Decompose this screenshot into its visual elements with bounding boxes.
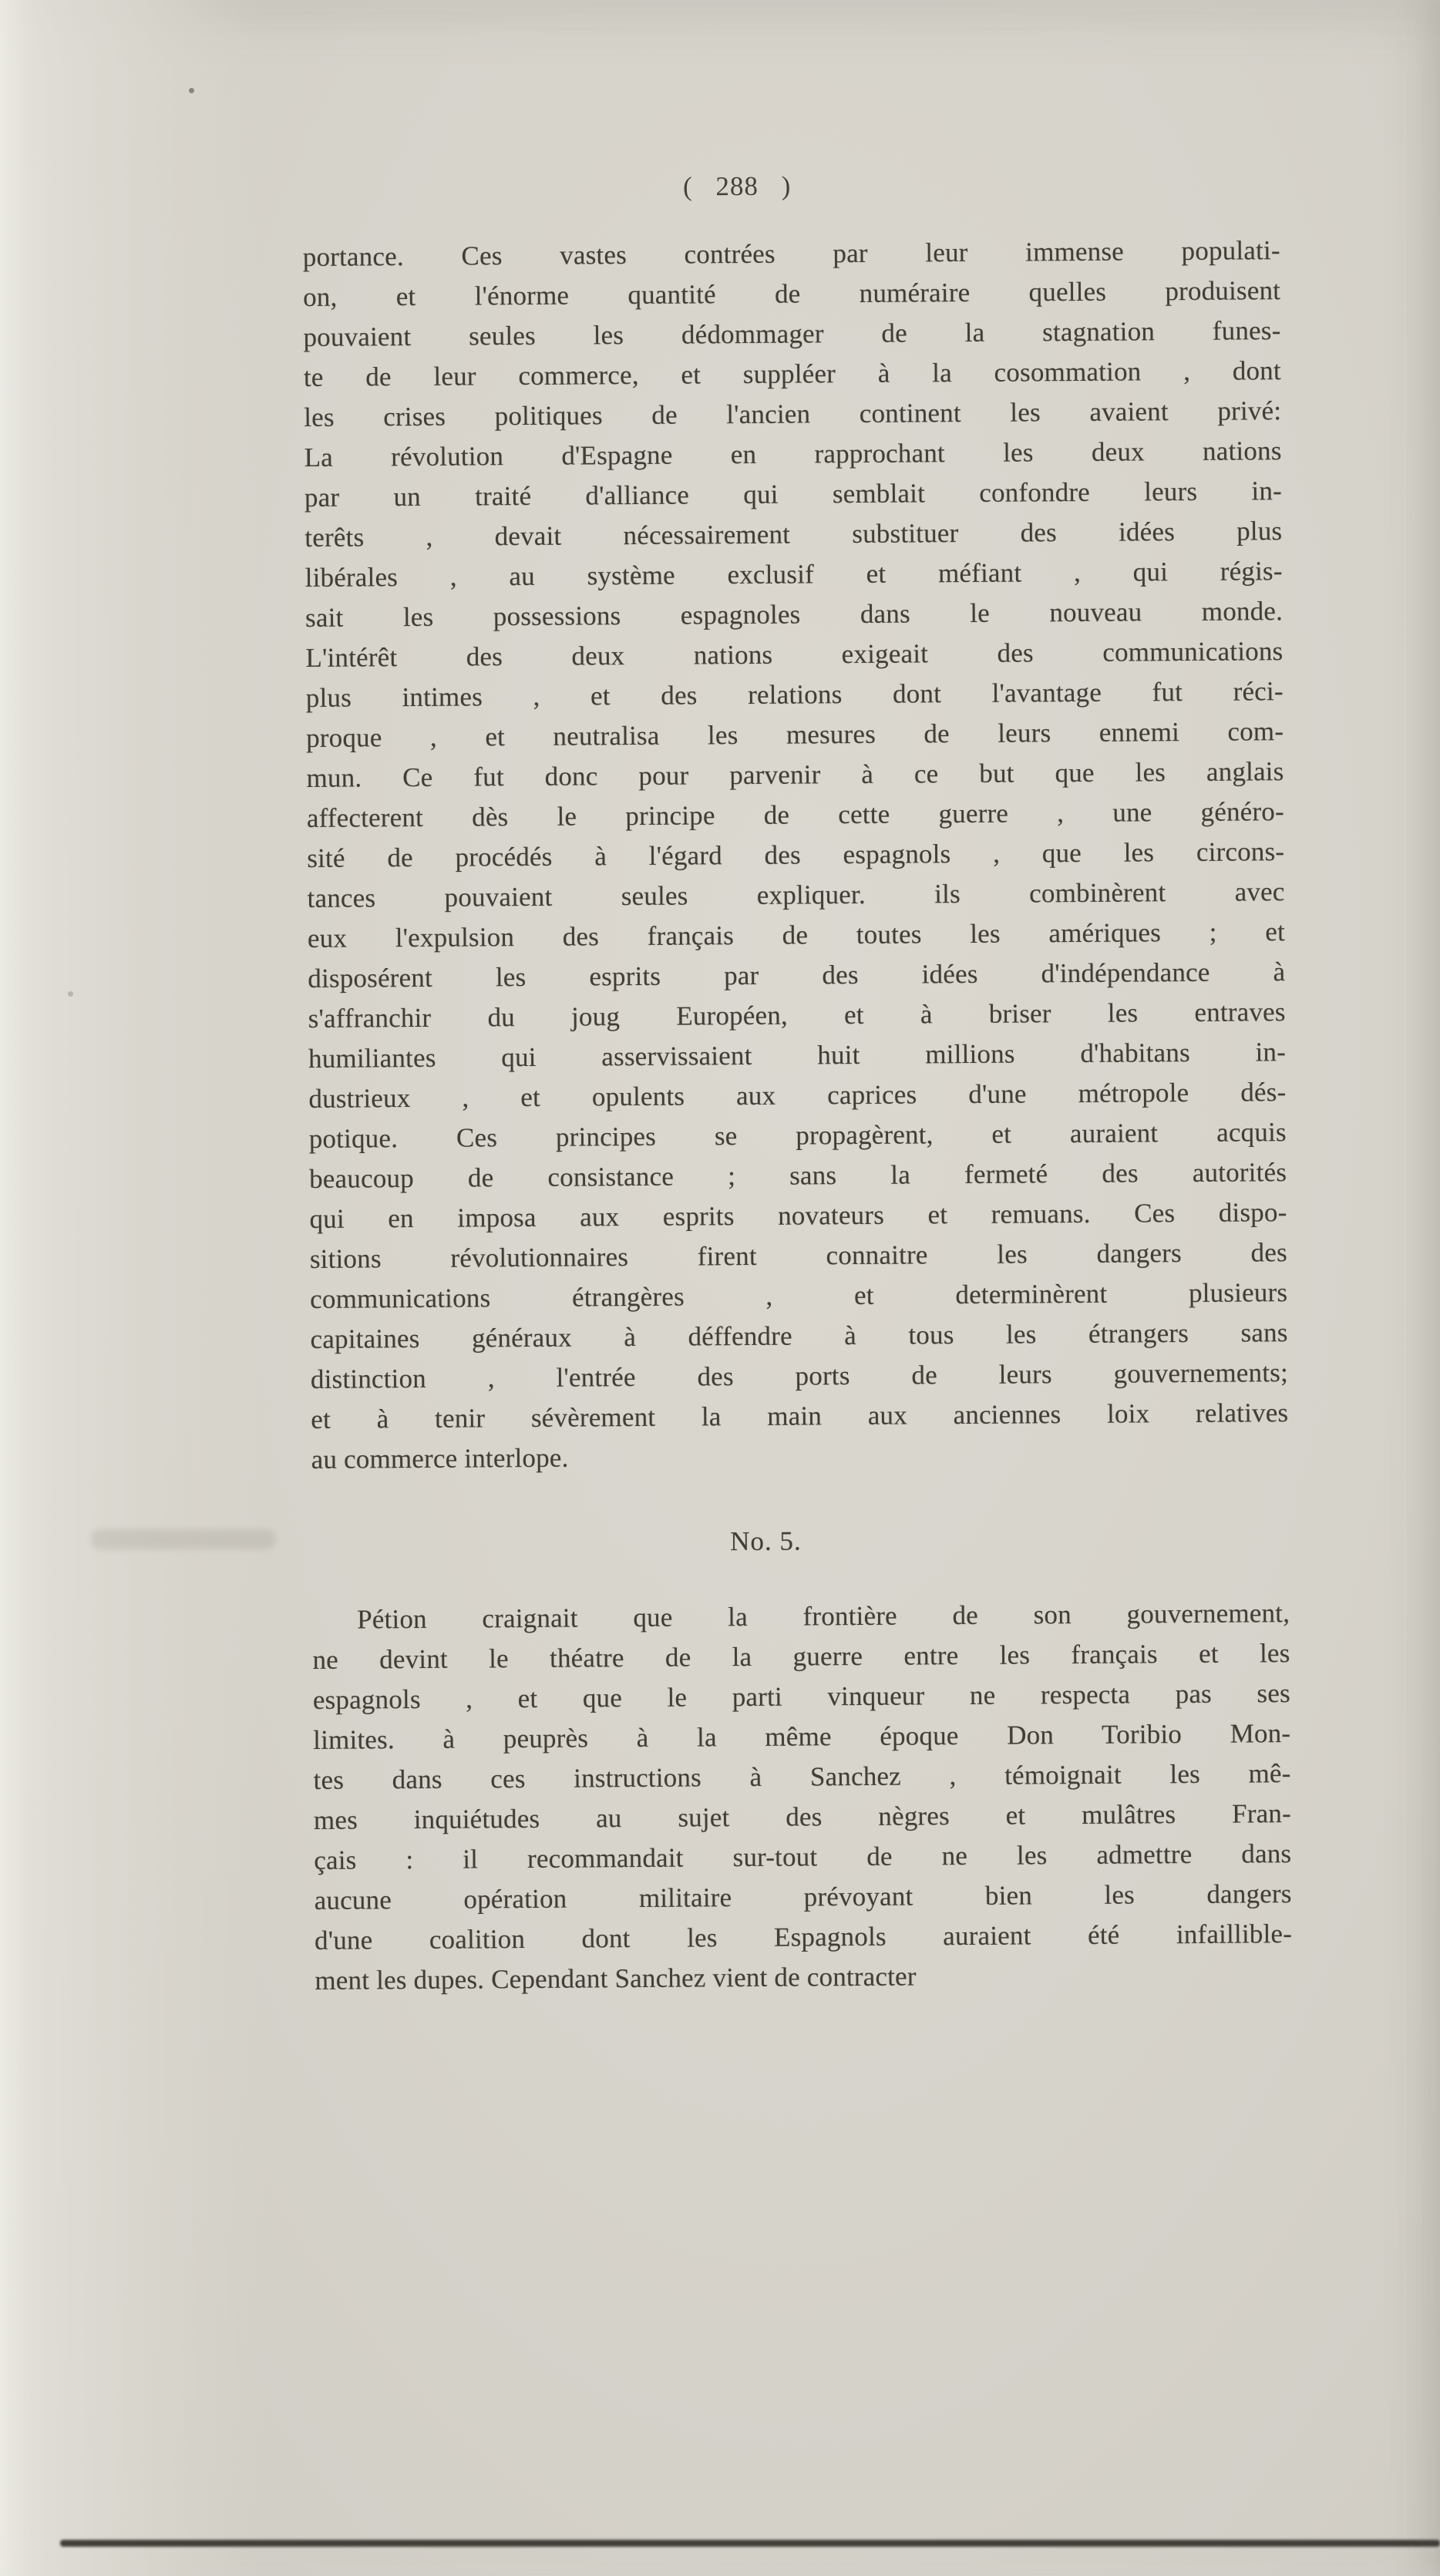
- paragraph-1: [303, 230, 1289, 1480]
- text-line: disposérent les esprits par des idées d'indépendance à: [308, 957, 1286, 994]
- text-line: potique. Ces principes se propagèrent, et auraient acquis: [308, 1117, 1287, 1154]
- text-line: affecterent dès le principe de cette guerre , une généro-: [306, 796, 1284, 833]
- text-line: qui en imposa aux esprits novateurs et remuans. Ces dispo-: [309, 1197, 1287, 1234]
- text-line: pouvaient seules les dédommager de la stagnation funes-: [303, 315, 1281, 352]
- ink-bleed-smudge: [91, 1529, 276, 1549]
- text-line: te de leur commerce, et suppléer à la cosommation , dont: [303, 355, 1281, 392]
- text-line: sait les possessions espagnoles dans le nouveau monde.: [304, 596, 1284, 633]
- text-line: mes inquiétudes au sujet des nègres et mulâtres Fran-: [313, 1798, 1292, 1835]
- text-line: les crises politiques de l'ancien continent les avaient privé:: [304, 395, 1282, 432]
- text-line: Pétion craignait que la frontière de son gouvernement,: [356, 1598, 1290, 1635]
- paragraph-2: [312, 1593, 1293, 2001]
- text-line: sitions révolutionnaires firent connaitre les dangers des: [309, 1237, 1287, 1274]
- text-line: libérales , au système exclusif et méfiant , qui régis-: [304, 556, 1283, 593]
- text-line: eux l'expulsion des français de toutes les amériques ; et: [307, 916, 1286, 953]
- text-line: distinction , l'entrée des ports de leurs gouvernements;: [310, 1357, 1289, 1394]
- text-line: mun. Ce fut donc pour parvenir à ce but que les anglais: [306, 756, 1284, 793]
- text-line: L'intérêt des deux nations exigeait des communications: [305, 636, 1284, 673]
- text-line: terêts , devait nécessairement substituer des idées plus: [304, 516, 1283, 553]
- section-number-heading: No. 5.: [730, 1525, 802, 1557]
- text-line: tes dans ces instructions à Sanchez , témoignait les mê-: [313, 1758, 1291, 1795]
- text-line: communications étrangères , et determinèrent plusieurs: [310, 1277, 1288, 1314]
- text-line: portance. Ces vastes contrées par leur immense populati-: [302, 235, 1280, 272]
- text-line: sité de procédés à l'égard des espagnols , que les circons-: [307, 836, 1285, 873]
- scan-bottom-edge-line: [60, 2540, 1440, 2547]
- text-line: humiliantes qui asservissaient huit millions d'habitans in-: [308, 1037, 1287, 1074]
- text-line: ne devint le théatre de la guerre entre les français et les: [312, 1638, 1290, 1675]
- text-line: çais : il recommandait sur-tout de ne les admettre dans: [314, 1838, 1292, 1875]
- text-line: tances pouvaient seules expliquer. ils combinèrent avec: [307, 876, 1285, 913]
- text-line: ment les dupes. Cependant Sanchez vient de contracter: [315, 1961, 917, 1996]
- text-line: par un traité d'alliance qui semblait confondre leurs in-: [304, 476, 1283, 513]
- text-line: dustrieux , et opulents aux caprices d'une métropole dés-: [308, 1077, 1287, 1114]
- paper-speck: [189, 88, 194, 93]
- page-number: ( 288 ): [682, 170, 792, 202]
- text-line: La révolution d'Espagne en rapprochant les deux nations: [304, 435, 1282, 472]
- text-line: proque , et neutralisa les mesures de leurs ennemi com-: [306, 716, 1284, 753]
- text-line: et à tenir sévèrement la main aux anciennes loix relatives: [311, 1397, 1289, 1434]
- text-line: espagnols , et que le parti vinqueur ne respecta pas ses: [312, 1678, 1290, 1715]
- text-line: beaucoup de consistance ; sans la fermeté des autorités: [309, 1157, 1287, 1194]
- text-line: au commerce interlope.: [311, 1442, 569, 1475]
- scan-left-edge-highlight: [0, 0, 262, 2576]
- text-line: on, et l'énorme quantité de numéraire quelles produisent: [303, 275, 1281, 312]
- page-content: [302, 163, 1293, 2001]
- paper-speck: [68, 991, 73, 997]
- text-line: plus intimes , et des relations dont l'avantage fut réci-: [305, 676, 1284, 713]
- text-line: s'affranchir du joug Européen, et à briser les entraves: [308, 997, 1286, 1034]
- text-line: aucune opération militaire prévoyant bien les dangers: [314, 1878, 1292, 1915]
- text-line: capitaines généraux à déffendre à tous les étrangers sans: [310, 1317, 1288, 1354]
- text-line: d'une coalition dont les Espagnols auraient été infaillible-: [314, 1919, 1293, 1956]
- text-line: limites. à peuprès à la même époque Don Toribio Mon-: [313, 1718, 1291, 1755]
